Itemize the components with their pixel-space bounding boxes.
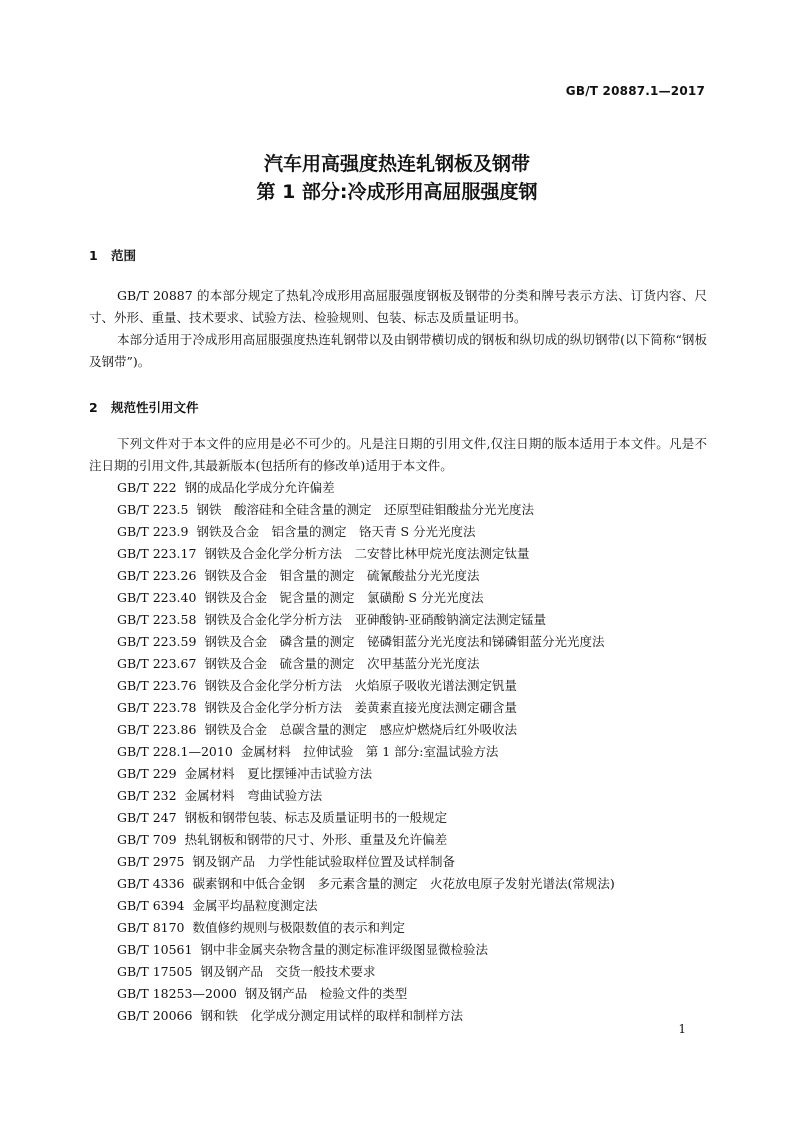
reference-title: 钢铁及合金 铝含量的测定 铬天青 S 分光光度法 [196,524,476,539]
reference-code: GB/T 223.86 [117,722,197,737]
reference-code: GB/T 223.40 [117,590,197,605]
reference-code: GB/T 223.76 [117,678,197,693]
reference-code: GB/T 223.9 [117,524,189,539]
reference-code: GB/T 10561 [117,942,193,957]
reference-title: 金属平均晶粒度测定法 [192,898,318,913]
section-1-paragraph-2: 本部分适用于冷成形用高屈服强度热连轧钢带以及由钢带横切成的钢板和纵切成的纵切钢带(以下简称“钢板及钢带”)。 [89,332,707,369]
reference-code: GB/T 8170 [117,920,185,935]
reference-item [117,807,615,829]
section-2-title: 规范性引用文件 [111,400,199,415]
reference-item [117,477,615,499]
reference-item [117,609,615,631]
reference-title: 钢铁及合金 铌含量的测定 氯磺酚 S 分光光度法 [204,590,484,605]
reference-title: 钢铁及合金化学分析方法 火焰原子吸收光谱法测定钒量 [204,678,517,693]
reference-item [117,763,615,785]
reference-title: 钢和铁 化学成分测定用试样的取样和制样方法 [200,1008,463,1023]
title-line-2: 第 1 部分:冷成形用高屈服强度钢 [256,181,538,203]
reference-title: 数值修约规则与极限数值的表示和判定 [192,920,406,935]
reference-item [117,851,615,873]
reference-code: GB/T 228.1—2010 [117,744,233,759]
reference-item [117,741,615,763]
reference-item [117,587,615,609]
reference-title: 金属材料 弯曲试验方法 [184,788,323,803]
reference-item [117,675,615,697]
reference-item [117,521,615,543]
reference-code: GB/T 17505 [117,964,193,979]
reference-title: 钢及钢产品 力学性能试验取样位置及试样制备 [192,854,456,869]
reference-code: GB/T 229 [117,766,177,781]
reference-code: GB/T 223.5 [117,502,189,517]
reference-code: GB/T 223.59 [117,634,197,649]
reference-item [117,917,615,939]
reference-item [117,543,615,565]
reference-item [117,719,615,741]
reference-item [117,1005,615,1027]
reference-code: GB/T 709 [117,832,177,847]
reference-item [117,895,615,917]
title-line-1: 汽车用高强度热连轧钢板及钢带 [263,153,530,175]
reference-title: 钢及钢产品 交货一般技术要求 [200,964,376,979]
reference-item [117,565,615,587]
section-2-heading [89,398,199,416]
reference-title: 钢铁及合金化学分析方法 亚砷酸钠-亚硝酸钠滴定法测定锰量 [204,612,547,627]
reference-code: GB/T 18253—2000 [117,986,237,1001]
reference-title: 碳素钢和中低合金钢 多元素含量的测定 火花放电原子发射光谱法(常规法) [192,876,615,891]
reference-item [117,653,615,675]
page-number: 1 [678,1022,686,1036]
reference-code: GB/T 223.26 [117,568,197,583]
reference-title: 金属材料 拉伸试验 第 1 部分:室温试验方法 [240,744,499,759]
reference-title: 钢铁 酸溶硅和全硅含量的测定 还原型硅钼酸盐分光光度法 [196,502,534,517]
reference-item [117,961,615,983]
reference-code: GB/T 247 [117,810,177,825]
reference-code: GB/T 4336 [117,876,185,891]
reference-code: GB/T 223.58 [117,612,197,627]
reference-code: GB/T 2975 [117,854,185,869]
section-1-title: 范围 [111,248,137,263]
section-1-number: 1 [89,248,98,263]
reference-title: 钢板和钢带包装、标志及质量证明书的一般规定 [184,810,448,825]
reference-title: 钢铁及合金 钼含量的测定 硫氰酸盐分光光度法 [204,568,480,583]
reference-title: 热轧钢板和钢带的尺寸、外形、重量及允许偏差 [184,832,448,847]
reference-code: GB/T 20066 [117,1008,193,1023]
reference-title: 钢铁及合金 磷含量的测定 铋磷钼蓝分光光度法和锑磷钼蓝分光光度法 [204,634,605,649]
reference-item [117,829,615,851]
reference-item [117,697,615,719]
reference-item [117,785,615,807]
reference-code: GB/T 222 [117,480,177,495]
standard-code: GB/T 20887.1—2017 [565,84,705,98]
reference-title: 钢的成品化学成分允许偏差 [184,480,335,495]
reference-code: GB/T 223.17 [117,546,197,561]
reference-title: 钢铁及合金 硫含量的测定 次甲基蓝分光光度法 [204,656,480,671]
section-1-paragraph-1: GB/T 20887 的本部分规定了热轧冷成形用高屈服强度钢板及钢带的分类和牌号表示方法、订货内容、尺寸、外形、重量、技术要求、试验方法、检验规则、包装、标志及质量证明书。 [89,288,707,325]
reference-title: 钢中非金属夹杂物含量的测定标准评级图显微检验法 [200,942,488,957]
reference-item [117,499,615,521]
reference-item [117,873,615,895]
reference-item [117,631,615,653]
section-2-number: 2 [89,400,98,415]
reference-code: GB/T 6394 [117,898,185,913]
section-1-heading [89,246,136,264]
reference-code: GB/T 223.67 [117,656,197,671]
reference-title: 钢铁及合金化学分析方法 姜黄素直接光度法测定硼含量 [204,700,517,715]
document-title [0,150,794,206]
reference-code: GB/T 232 [117,788,177,803]
reference-code: GB/T 223.78 [117,700,197,715]
reference-item [117,939,615,961]
reference-list [117,477,615,1027]
reference-title: 钢铁及合金化学分析方法 二安替比林甲烷光度法测定钛量 [204,546,530,561]
reference-title: 钢铁及合金 总碳含量的测定 感应炉燃烧后红外吸收法 [204,722,517,737]
section-2-intro: 下列文件对于本文件的应用是必不可少的。凡是注日期的引用文件,仅注日期的版本适用于本文件。凡是不注日期的引用文件,其最新版本(包括所有的修改单)适用于本文件。 [89,436,707,473]
reference-item [117,983,615,1005]
reference-title: 金属材料 夏比摆锤冲击试验方法 [184,766,373,781]
reference-title: 钢及钢产品 检验文件的类型 [244,986,408,1001]
